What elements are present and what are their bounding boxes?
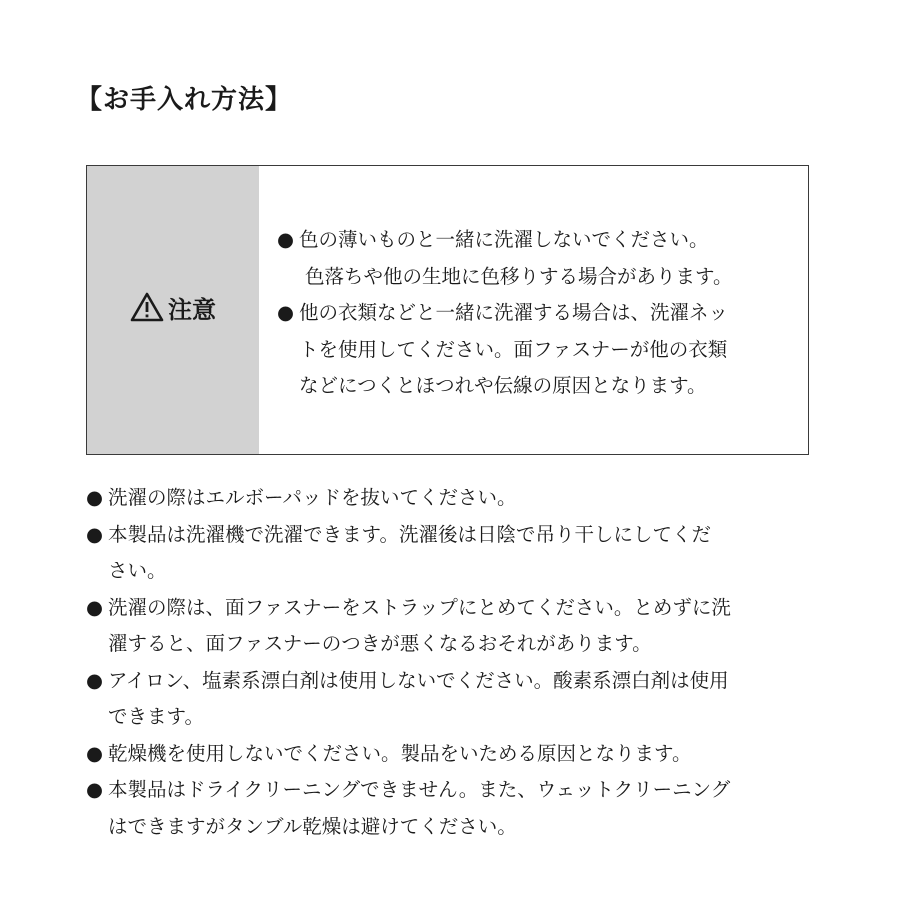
caution-line: 色の薄いものと一緒に洗濯しないでください。 (299, 228, 709, 251)
note-item (86, 663, 816, 736)
note-line: 本製品は洗濯機で洗濯できます。洗濯後は日陰で吊り干しにしてくだ (108, 522, 711, 546)
care-notes-list (86, 480, 816, 845)
caution-body (259, 166, 808, 454)
caution-box (86, 165, 809, 455)
note-line: 洗濯の際はエルボーパッドを抜いてください。 (108, 486, 517, 509)
bullet-icon: ● (86, 486, 104, 509)
bullet-icon: ● (86, 741, 104, 765)
warning-triangle-icon (130, 292, 164, 322)
page-title: 【お手入れ方法】 (76, 85, 293, 115)
caution-line: 他の衣類などと一緒に洗濯する場合は、洗濯ネッ (299, 301, 729, 324)
note-item (86, 590, 816, 663)
note-line: 本製品はドライクリーニングできません。また、ウェットクリーニング (108, 778, 731, 801)
note-item (86, 772, 816, 845)
caution-line: トを使用してください。面ファスナーが他の衣類 (299, 337, 728, 361)
bullet-icon: ● (86, 595, 104, 619)
caution-label (130, 290, 216, 325)
note-line: 濯すると、面ファスナーのつきが悪くなるおそれがあります。 (108, 632, 652, 655)
bullet-icon: ● (86, 668, 104, 692)
bullet-icon: ● (86, 778, 104, 801)
caution-line: などにつくとほつれや伝線の原因となります。 (299, 374, 707, 397)
caution-text: 注意 (168, 295, 216, 324)
caution-item (277, 295, 798, 405)
note-line: 乾燥機を使用しないでください。製品をいためる原因となります。 (108, 741, 692, 765)
note-line: できます。 (108, 705, 204, 728)
caution-line: 色落ちや他の生地に色移りする場合があります。 (305, 264, 733, 288)
note-line: 洗濯の際は、面ファスナーをストラップにとめてください。とめずに洗 (108, 595, 731, 619)
bullet-icon: ● (277, 301, 295, 324)
caution-item (277, 222, 798, 295)
note-line: はできますがタンブル乾燥は避けてください。 (108, 814, 517, 838)
note-line: アイロン、塩素系漂白剤は使用しないでください。酸素系漂白剤は使用 (108, 668, 729, 692)
caution-side-panel (87, 166, 259, 454)
note-item (86, 736, 816, 773)
note-line: さい。 (108, 559, 167, 582)
note-item (86, 517, 816, 590)
note-item (86, 480, 816, 517)
bullet-icon: ● (86, 522, 104, 546)
bullet-icon: ● (277, 228, 295, 251)
